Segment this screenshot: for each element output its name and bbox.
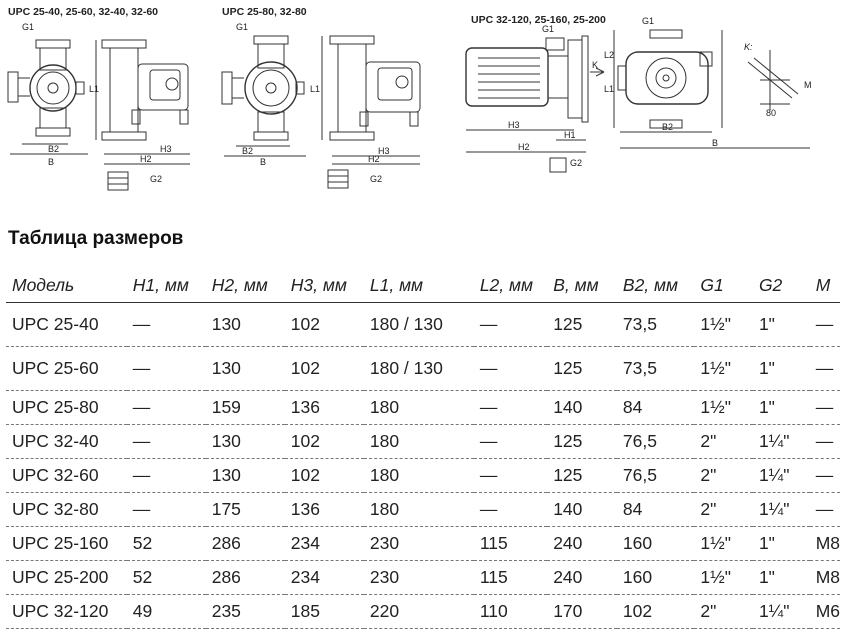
cell-h2: 286 bbox=[211, 533, 241, 553]
cell-l2: — bbox=[479, 431, 498, 451]
cell-m: M6 bbox=[815, 601, 840, 621]
dim-l1-label-2: L1 bbox=[310, 84, 321, 94]
cell-m: — bbox=[815, 397, 834, 417]
table-row bbox=[6, 493, 840, 527]
header-b: B, мм bbox=[553, 274, 599, 295]
cell-h3: 102 bbox=[290, 358, 320, 378]
cell-model: UPC 25-40 bbox=[12, 314, 99, 334]
cell-g1: 1½" bbox=[700, 567, 731, 587]
dim-g1-label-4: G1 bbox=[642, 16, 655, 26]
table-row bbox=[6, 391, 840, 425]
table-row bbox=[6, 561, 840, 595]
cell-h2: 130 bbox=[211, 431, 241, 451]
cell-h1: — bbox=[132, 499, 151, 519]
cell-h3: 234 bbox=[290, 567, 320, 587]
cell-l2: — bbox=[479, 465, 498, 485]
dim-b2-label-3: B2 bbox=[662, 122, 674, 132]
dim-b-label-2: B bbox=[260, 157, 267, 167]
header-h3: H3, мм bbox=[290, 274, 347, 295]
cell-h3: 102 bbox=[290, 314, 320, 334]
cell-m: — bbox=[815, 431, 834, 451]
dim-h3-label-2: H3 bbox=[378, 146, 390, 156]
cell-l2: 115 bbox=[479, 567, 508, 587]
cell-l2: 110 bbox=[479, 601, 508, 621]
drawing-group-2-label: UPC 25-80, 32-80 bbox=[222, 6, 307, 18]
cell-b: 125 bbox=[553, 358, 583, 378]
dim-l2-label: L2 bbox=[604, 50, 615, 60]
cell-h2: 159 bbox=[211, 397, 241, 417]
cell-g1: 1½" bbox=[700, 314, 731, 334]
cell-b: 240 bbox=[553, 567, 583, 587]
dim-h2-label-1: H2 bbox=[140, 154, 152, 164]
cell-b2: 160 bbox=[622, 533, 653, 553]
cell-b2: 76,5 bbox=[622, 465, 657, 485]
pump-side-view-1 bbox=[96, 40, 190, 190]
cell-g2: 1" bbox=[758, 358, 775, 378]
dim-h3-label-3: H3 bbox=[508, 120, 520, 130]
dim-80-label: 80 bbox=[766, 108, 777, 118]
header-h1: H1, мм bbox=[132, 274, 189, 295]
cell-m: M8 bbox=[815, 567, 840, 587]
table-row bbox=[6, 303, 840, 347]
cell-m: M8 bbox=[815, 533, 840, 553]
dimensions-table bbox=[6, 268, 840, 629]
header-g1: G1 bbox=[700, 274, 724, 295]
cell-h3: 234 bbox=[290, 533, 320, 553]
technical-drawings bbox=[0, 0, 847, 200]
table-row bbox=[6, 425, 840, 459]
cell-b2: 102 bbox=[622, 601, 653, 621]
cell-g1: 1½" bbox=[700, 358, 731, 378]
dim-g2-label-2: G2 bbox=[370, 174, 383, 184]
cell-b2: 73,5 bbox=[622, 358, 657, 378]
cell-h1: 49 bbox=[132, 601, 153, 621]
cell-h1: — bbox=[132, 397, 151, 417]
cell-model: UPC 25-160 bbox=[12, 533, 109, 553]
cell-b2: 76,5 bbox=[622, 431, 657, 451]
cell-h3: 185 bbox=[290, 601, 320, 621]
cell-h1: 52 bbox=[132, 567, 153, 587]
header-m: M bbox=[815, 274, 831, 295]
cell-b: 125 bbox=[553, 314, 583, 334]
cell-g2: 1" bbox=[758, 397, 775, 417]
header-l1: L1, мм bbox=[369, 274, 424, 295]
cell-h3: 102 bbox=[290, 431, 320, 451]
cell-h3: 136 bbox=[290, 397, 320, 417]
dim-k-label: K bbox=[592, 60, 599, 70]
cell-g2: 1¼" bbox=[758, 431, 790, 451]
cell-b: 125 bbox=[553, 465, 583, 485]
table-row bbox=[6, 595, 840, 629]
header-l2: L2, мм bbox=[479, 274, 533, 295]
dim-b-label-1: B bbox=[48, 157, 55, 167]
pump-front-view-1 bbox=[8, 40, 88, 154]
dim-g2-label-3: G2 bbox=[570, 158, 583, 168]
cell-m: — bbox=[815, 465, 834, 485]
cell-l1: 220 bbox=[369, 601, 400, 621]
dim-g1-label-1: G1 bbox=[22, 22, 35, 32]
cell-model: UPC 32-120 bbox=[12, 601, 109, 621]
cell-h2: 130 bbox=[211, 314, 241, 334]
cell-h1: 52 bbox=[132, 533, 153, 553]
cell-l1: 180 bbox=[369, 397, 400, 417]
cell-g2: 1¼" bbox=[758, 465, 790, 485]
cell-l2: — bbox=[479, 314, 498, 334]
cell-g2: 1¼" bbox=[758, 499, 790, 519]
cell-g1: 1½" bbox=[700, 533, 731, 553]
header-b2: B2, мм bbox=[622, 274, 679, 295]
cell-h2: 130 bbox=[211, 358, 241, 378]
cell-l2: — bbox=[479, 499, 498, 519]
cell-m: — bbox=[815, 314, 834, 334]
cell-l2: 115 bbox=[479, 533, 508, 553]
drawing-group-1-label: UPC 25-40, 25-60, 32-40, 32-60 bbox=[8, 6, 159, 18]
cell-g2: 1" bbox=[758, 567, 775, 587]
cell-g1: 1½" bbox=[700, 397, 731, 417]
dim-b2-label-1: B2 bbox=[48, 144, 60, 154]
cell-h2: 286 bbox=[211, 567, 241, 587]
dim-l1-label-3: L1 bbox=[604, 84, 615, 94]
pump-side-view-3 bbox=[466, 36, 604, 172]
dim-h2-label-2: H2 bbox=[368, 154, 380, 164]
cell-h2: 175 bbox=[211, 499, 241, 519]
cell-h2: 235 bbox=[211, 601, 241, 621]
cell-g1: 2" bbox=[700, 499, 717, 519]
cell-model: UPC 32-60 bbox=[12, 465, 99, 485]
cell-model: UPC 25-60 bbox=[12, 358, 99, 378]
k-view-detail bbox=[748, 50, 798, 110]
cell-l1: 230 bbox=[369, 533, 400, 553]
cell-m: — bbox=[815, 358, 834, 378]
cell-b: 140 bbox=[553, 397, 583, 417]
cell-b2: 84 bbox=[622, 397, 643, 417]
pump-front-view-2 bbox=[222, 36, 306, 156]
cell-g2: 1" bbox=[758, 533, 775, 553]
cell-b: 170 bbox=[553, 601, 583, 621]
dim-k-view-label: K: bbox=[744, 42, 753, 52]
header-g2: G2 bbox=[758, 274, 783, 295]
dim-g2-label-1: G2 bbox=[150, 174, 163, 184]
dim-g1-label-2: G1 bbox=[236, 22, 249, 32]
dim-m-label: M bbox=[804, 80, 812, 90]
cell-model: UPC 32-80 bbox=[12, 499, 99, 519]
header-model: Модель bbox=[12, 274, 75, 295]
cell-h1: — bbox=[132, 465, 151, 485]
cell-g2: 1¼" bbox=[758, 601, 790, 621]
dim-h2-label-3: H2 bbox=[518, 142, 530, 152]
cell-h1: — bbox=[132, 358, 151, 378]
cell-model: UPC 25-200 bbox=[12, 567, 109, 587]
dim-h3-label-1: H3 bbox=[160, 144, 172, 154]
dim-b2-label-2: B2 bbox=[242, 146, 254, 156]
cell-b2: 84 bbox=[622, 499, 643, 519]
dim-b-label-3: B bbox=[712, 138, 719, 148]
cell-l1: 180 / 130 bbox=[369, 358, 443, 378]
drawing-group-3-label: UPC 32-120, 25-160, 25-200 bbox=[471, 14, 606, 26]
header-h2: H2, мм bbox=[211, 274, 268, 295]
table-header-row bbox=[6, 268, 840, 303]
cell-b: 240 bbox=[553, 533, 583, 553]
cell-h1: — bbox=[132, 314, 151, 334]
cell-l1: 230 bbox=[369, 567, 400, 587]
cell-b2: 73,5 bbox=[622, 314, 657, 334]
table-row bbox=[6, 459, 840, 493]
cell-model: UPC 25-80 bbox=[12, 397, 99, 417]
cell-h2: 130 bbox=[211, 465, 241, 485]
cell-model: UPC 32-40 bbox=[12, 431, 99, 451]
cell-l2: — bbox=[479, 358, 498, 378]
cell-b: 140 bbox=[553, 499, 583, 519]
table-title: Таблица размеров bbox=[8, 228, 184, 249]
cell-h3: 136 bbox=[290, 499, 320, 519]
cell-l2: — bbox=[479, 397, 498, 417]
cell-l1: 180 / 130 bbox=[369, 314, 443, 334]
cell-h3: 102 bbox=[290, 465, 320, 485]
dim-l1-label-1: L1 bbox=[89, 84, 100, 94]
cell-g1: 2" bbox=[700, 431, 717, 451]
pump-drawings-svg bbox=[0, 0, 847, 200]
cell-b2: 160 bbox=[622, 567, 653, 587]
dim-g1-label-3: G1 bbox=[542, 24, 555, 34]
cell-l1: 180 bbox=[369, 499, 400, 519]
cell-l1: 180 bbox=[369, 465, 400, 485]
cell-g1: 2" bbox=[700, 465, 717, 485]
cell-h1: — bbox=[132, 431, 151, 451]
cell-l1: 180 bbox=[369, 431, 400, 451]
dim-h1-label-3: H1 bbox=[564, 130, 576, 140]
cell-b: 125 bbox=[553, 431, 583, 451]
table-row bbox=[6, 527, 840, 561]
table-row bbox=[6, 347, 840, 391]
cell-g1: 2" bbox=[700, 601, 717, 621]
cell-m: — bbox=[815, 499, 834, 519]
pump-side-view-2 bbox=[322, 36, 420, 188]
cell-g2: 1" bbox=[758, 314, 775, 334]
